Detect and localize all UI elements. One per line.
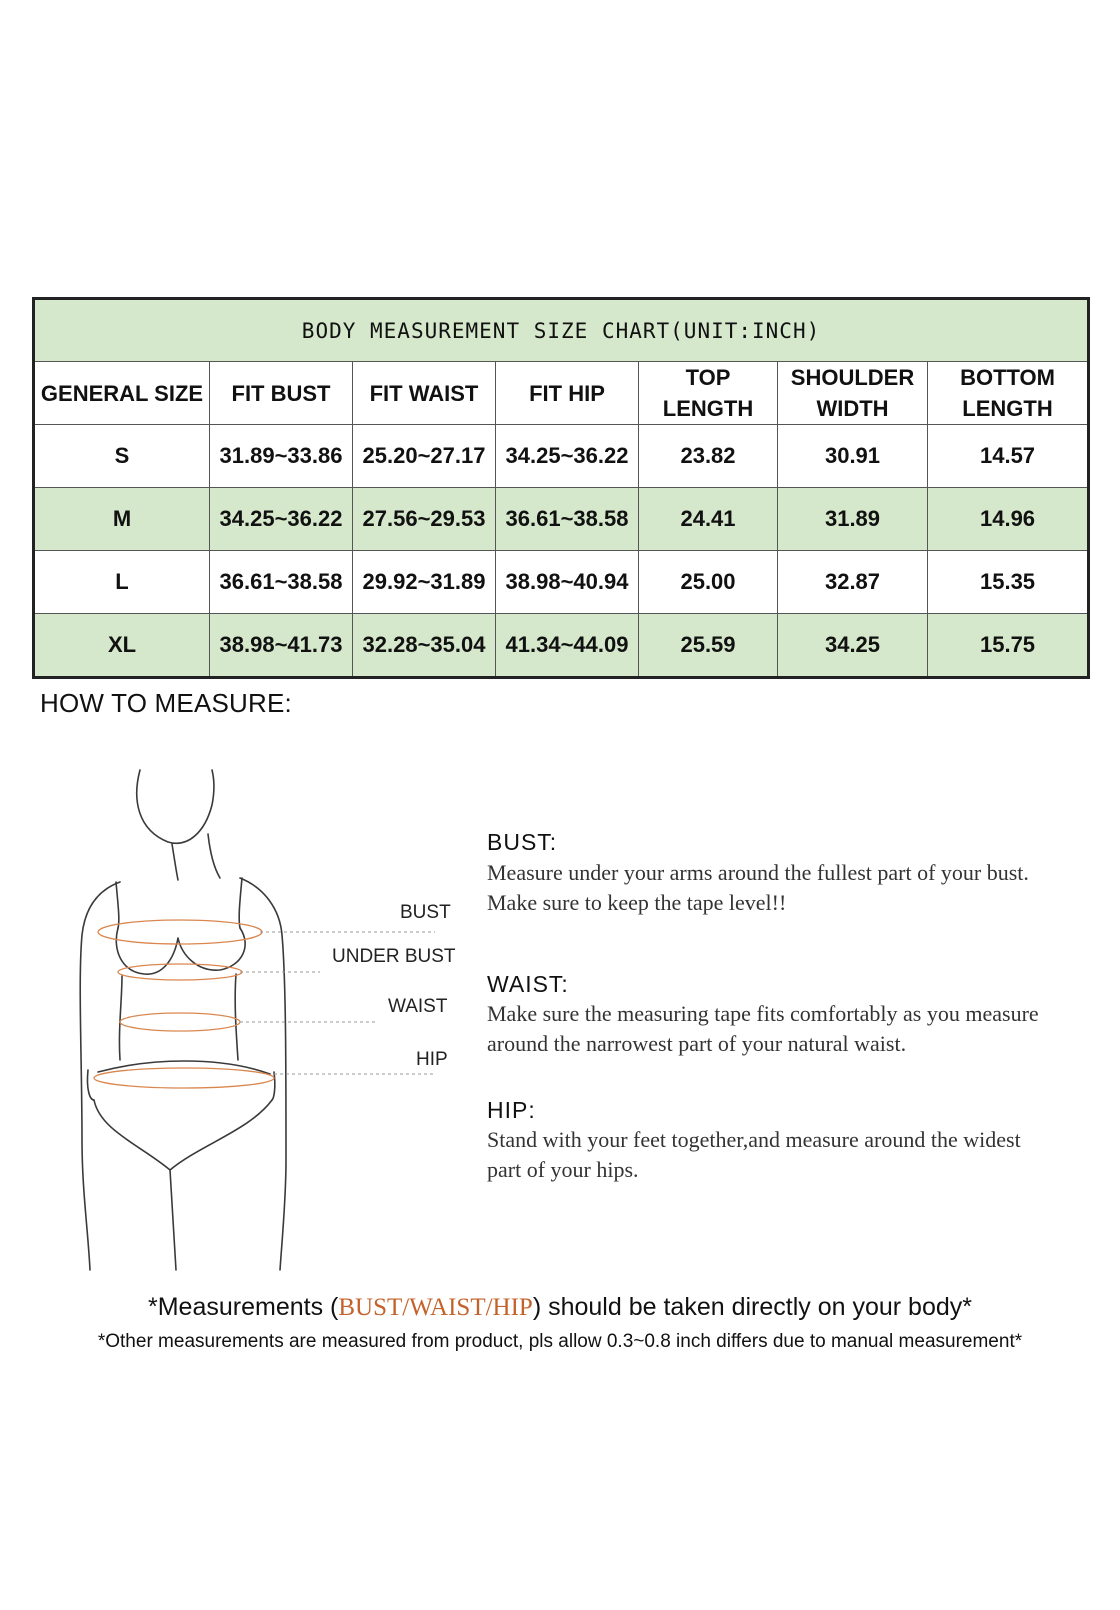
table-row-l [34, 551, 1089, 614]
fit-hip-cell: 41.34~44.09 [496, 614, 639, 678]
top-length-cell: 23.82 [639, 425, 778, 488]
label-waist: WAIST [388, 996, 448, 1017]
waist-section-title: WAIST: [487, 971, 569, 997]
fit-waist-cell: 29.92~31.89 [353, 551, 496, 614]
bottom-length-cell: 15.35 [928, 551, 1089, 614]
bottom-length-cell: 14.96 [928, 488, 1089, 551]
shoulder-width-cell: 30.91 [778, 425, 928, 488]
hip-section-title: HIP: [487, 1097, 536, 1123]
bust-section-text: Measure under your arms around the fullest part of your bust. Make sure to keep the tape level!! [487, 860, 1029, 915]
header-shoulder-width: SHOULDER WIDTH [778, 362, 928, 425]
label-bust: BUST [400, 902, 451, 923]
fit-waist-cell: 27.56~29.53 [353, 488, 496, 551]
waist-section-text: Make sure the measuring tape fits comfortably as you measure around the narrowest part of your natural waist. [487, 1001, 1039, 1056]
table-row-m [34, 488, 1089, 551]
bust-section-title: BUST: [487, 829, 558, 855]
size-chart-table [32, 297, 1090, 679]
fit-hip-cell: 34.25~36.22 [496, 425, 639, 488]
fit-waist-cell: 25.20~27.17 [353, 425, 496, 488]
fit-hip-cell: 38.98~40.94 [496, 551, 639, 614]
fit-waist-cell: 32.28~35.04 [353, 614, 496, 678]
header-fit-hip: FIT HIP [496, 362, 639, 425]
size-cell: S [34, 425, 210, 488]
fit-bust-cell: 38.98~41.73 [210, 614, 353, 678]
top-length-cell: 24.41 [639, 488, 778, 551]
fit-hip-cell: 36.61~38.58 [496, 488, 639, 551]
top-length-cell: 25.59 [639, 614, 778, 678]
body-outline-icon [60, 760, 460, 1280]
header-top-length: TOP LENGTH [639, 362, 778, 425]
label-under-bust: UNDER BUST [332, 946, 456, 967]
table-header-row [34, 362, 1089, 425]
size-cell: XL [34, 614, 210, 678]
shoulder-width-cell: 31.89 [778, 488, 928, 551]
shoulder-width-cell: 32.87 [778, 551, 928, 614]
header-general-size: GENERAL SIZE [34, 362, 210, 425]
table-row-xl [34, 614, 1089, 678]
header-bottom-length: BOTTOM LENGTH [928, 362, 1089, 425]
label-hip: HIP [416, 1049, 448, 1070]
header-fit-bust: FIT BUST [210, 362, 353, 425]
fit-bust-cell: 31.89~33.86 [210, 425, 353, 488]
footnote-body-measurements: *Measurements (BUST/WAIST/HIP) should be taken directly on your body* [148, 1293, 972, 1321]
shoulder-width-cell: 34.25 [778, 614, 928, 678]
fit-bust-cell: 34.25~36.22 [210, 488, 353, 551]
table-title: BODY MEASUREMENT SIZE CHART(UNIT:INCH) [34, 299, 1089, 362]
bottom-length-cell: 14.57 [928, 425, 1089, 488]
size-cell: L [34, 551, 210, 614]
hip-section-text: Stand with your feet together,and measure around the widest part of your hips. [487, 1127, 1021, 1182]
how-to-measure-heading: HOW TO MEASURE: [40, 688, 292, 718]
fit-bust-cell: 36.61~38.58 [210, 551, 353, 614]
size-cell: M [34, 488, 210, 551]
footnote-other-measurements: *Other measurements are measured from product, pls allow 0.3~0.8 inch differs due to manual measurement* [97, 1331, 1023, 1352]
header-fit-waist: FIT WAIST [353, 362, 496, 425]
table-row-s [34, 425, 1089, 488]
top-length-cell: 25.00 [639, 551, 778, 614]
bottom-length-cell: 15.75 [928, 614, 1089, 678]
body-measurement-figure [60, 760, 460, 1280]
